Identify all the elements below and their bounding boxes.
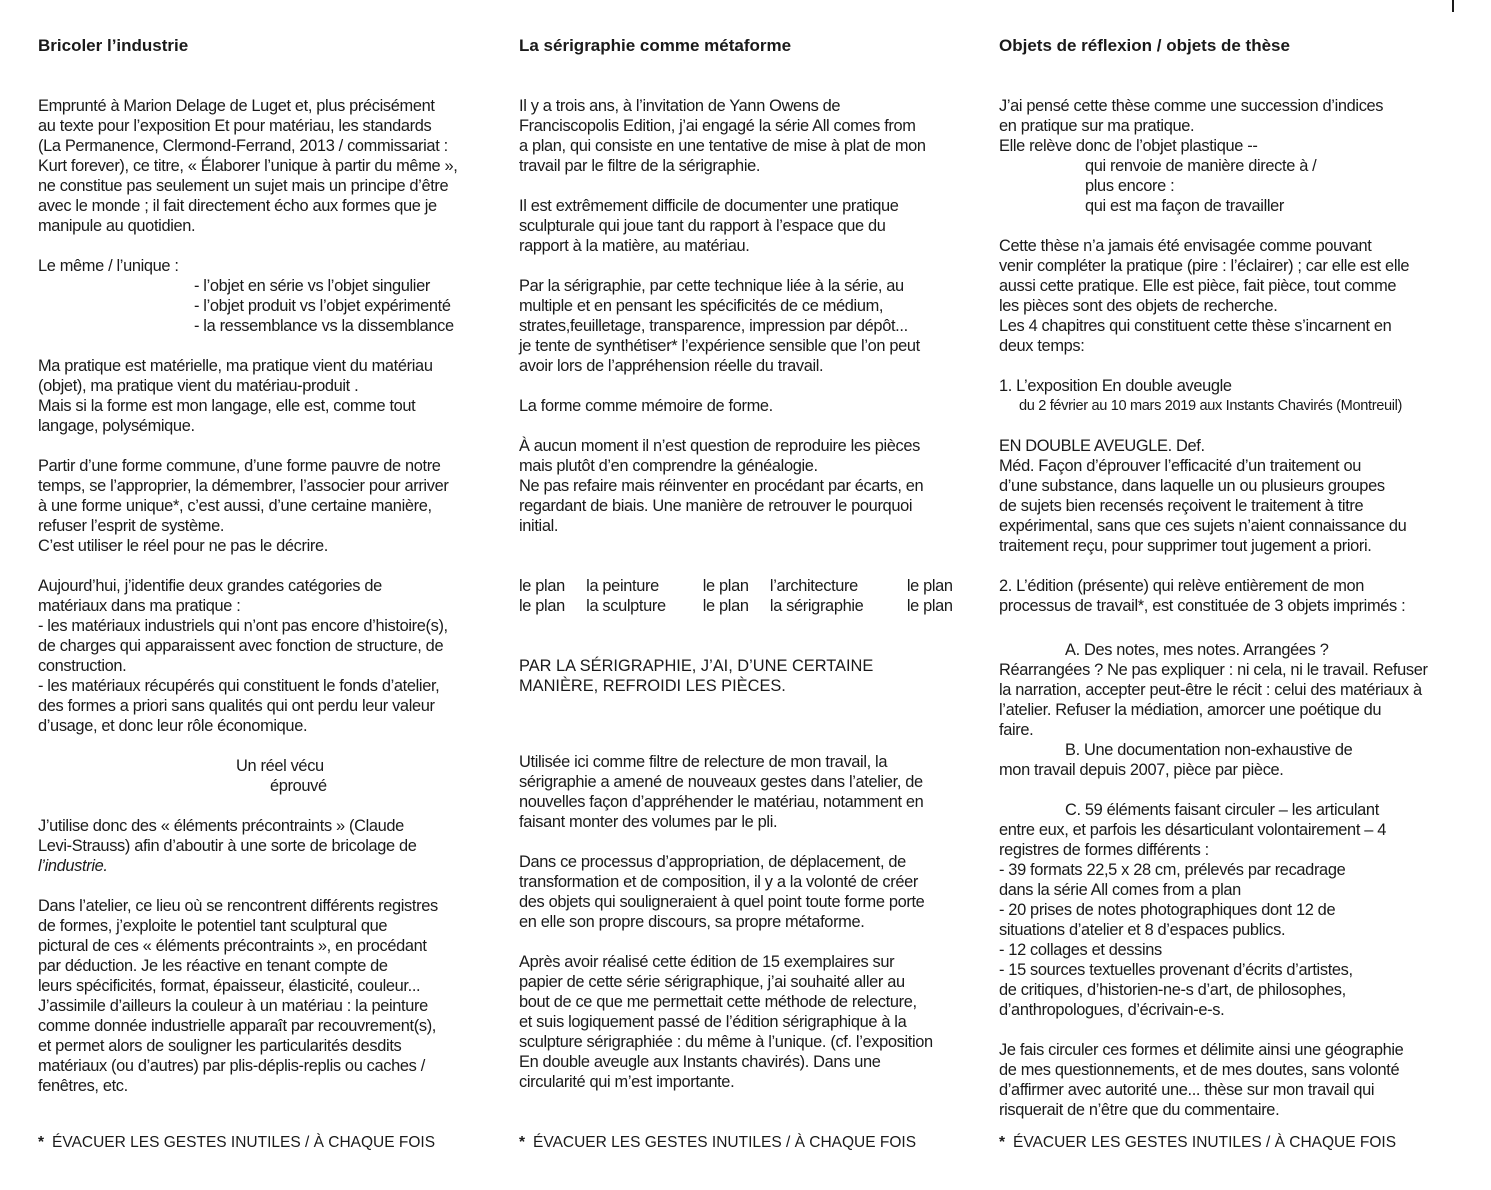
text-line: Levi-Strauss) afin d’aboutir à une sorte de bricolage de <box>38 837 417 855</box>
text-line: sculpture sérigraphiée : du même à l’unique. (cf. l’exposition <box>519 1033 933 1051</box>
paragraph <box>999 1040 1455 1120</box>
text-line: au texte pour l’exposition Et pour matériau, les standards <box>38 117 432 135</box>
text-line: PAR LA SÉRIGRAPHIE, J’AI, D’UNE CERTAINE <box>519 657 874 675</box>
caps-statement <box>519 656 974 696</box>
footnote-asterisk: * <box>999 1134 1006 1151</box>
text-line: - les matériaux industriels qui n’ont pas encore d’histoire(s), <box>38 617 448 635</box>
text-line: matériaux (ou d’autres) par plis-déplis-replis ou caches / <box>38 1057 425 1075</box>
text-line: Elle relève donc de l’objet plastique -- <box>999 137 1258 155</box>
text-line: par déduction. Je les réactive en tenant compte de <box>38 957 388 975</box>
text-line: expérimental, sans que ces sujets n’aient connaissance du <box>999 517 1407 535</box>
text-line: de formes, j’exploite le potentiel tant sculptural que <box>38 917 388 935</box>
text-line: À aucun moment il n’est question de reproduire les pièces <box>519 437 920 455</box>
text-line: B. Une documentation non-exhaustive de <box>1065 741 1353 759</box>
table-cell: la sérigraphie <box>769 597 864 615</box>
text-line: J’utilise donc des « éléments précontraints » (Claude <box>38 817 404 835</box>
text-line: de mes questionnements, et de mes doutes, sans volonté <box>999 1061 1400 1079</box>
text-line: Emprunté à Marion Delage de Luget et, plus précisément <box>38 97 435 115</box>
footnote <box>519 1133 916 1153</box>
text-line: la narration, accepter peut-être le récit : celui des matériaux à <box>999 681 1422 699</box>
text-line: multiple et en pensant les spécificités de ce médium, <box>519 297 884 315</box>
text-line: 1. L’exposition En double aveugle <box>999 377 1232 395</box>
text-line: plus encore : <box>1085 177 1175 195</box>
text-line: Je fais circuler ces formes et délimite ainsi une géographie <box>999 1041 1404 1059</box>
paragraph <box>519 96 974 176</box>
text-line: des objets qui souligneraient à quel point toute forme porte <box>519 893 925 911</box>
column-body <box>999 96 1455 1140</box>
list-item: - l’objet en série vs l’objet singulier <box>194 277 430 295</box>
text-line: 2. L’édition (présente) qui relève entièrement de mon <box>999 577 1365 595</box>
text-line: mon travail depuis 2007, pièce par pièce. <box>999 761 1284 779</box>
text-line: des formes a priori sans qualités qui ont perdu leur valeur <box>38 697 435 715</box>
text-line: dans la série All comes from a plan <box>999 881 1241 899</box>
footnote-text: ÉVACUER LES GESTES INUTILES / À CHAQUE FOIS <box>533 1134 917 1151</box>
paragraph <box>519 952 974 1092</box>
text-line: initial. <box>519 517 559 535</box>
text-line: - 39 formats 22,5 x 28 cm, prélevés par recadrage <box>999 861 1346 879</box>
column-title: Bricoler l’industrie <box>38 36 189 55</box>
text-line: d’une substance, dans laquelle un ou plusieurs groupes <box>999 477 1385 495</box>
text-line: traitement reçu, pour supprimer tout jugement a priori. <box>999 537 1372 555</box>
text-line: Partir d’une forme commune, d’une forme pauvre de notre <box>38 457 441 475</box>
text-line: construction. <box>38 657 127 675</box>
text-line: bout de ce que me permettait cette méthode de relecture, <box>519 993 917 1011</box>
subsection-c <box>999 800 1455 1020</box>
table-row <box>519 576 974 596</box>
paragraph <box>38 576 496 736</box>
text-line: à une forme unique*, c’est aussi, d’une certaine manière, <box>38 497 432 515</box>
text-line: travail par le filtre de la sérigraphie. <box>519 157 761 175</box>
text-line: Un réel vécu <box>236 757 324 775</box>
paragraph <box>519 752 974 832</box>
text-line: avec le monde ; il fait directement écho aux formes que je <box>38 197 437 215</box>
text-line: circularité qui m’est importante. <box>519 1073 735 1091</box>
text-line: l’industrie. <box>38 857 108 875</box>
table-cell: la peinture <box>586 577 659 595</box>
text-line: registres de formes différents : <box>999 841 1209 859</box>
paragraph <box>519 396 974 416</box>
column-title: Objets de réflexion / objets de thèse <box>999 36 1290 55</box>
text-line: Il est extrêmement difficile de documenter une pratique <box>519 197 899 215</box>
text-line: en elle son propre discours, sa propre métaforme. <box>519 913 865 931</box>
text-line: et suis logiquement passé de l’édition sérigraphique à la <box>519 1013 907 1031</box>
text-line: C. 59 éléments faisant circuler – les articulant <box>1065 801 1379 819</box>
plan-table <box>519 576 974 616</box>
text-line: pictural de ces « éléments précontraints », en procédant <box>38 937 427 955</box>
text-line: de sujets bien recensés reçoivent le traitement à titre <box>999 497 1364 515</box>
column-body <box>38 96 496 1116</box>
text-line: matériaux dans ma pratique : <box>38 597 241 615</box>
text-line: C’est utiliser le réel pour ne pas le décrire. <box>38 537 329 555</box>
centered-phrase <box>38 756 496 796</box>
footnote-text: ÉVACUER LES GESTES INUTILES / À CHAQUE FOIS <box>52 1134 436 1151</box>
text-line: Kurt forever), ce titre, « Élaborer l’unique à partir du même », <box>38 157 458 175</box>
table-cell: le plan <box>906 577 953 595</box>
text-line: Il y a trois ans, à l’invitation de Yann Owens de <box>519 97 841 115</box>
text-line: Après avoir réalisé cette édition de 15 exemplaires sur <box>519 953 895 971</box>
text-line: l’atelier. Refuser la médiation, amorcer une poétique du <box>999 701 1382 719</box>
paragraph <box>999 236 1455 356</box>
text-line: (objet), ma pratique vient du matériau-produit . <box>38 377 359 395</box>
text-line: qui renvoie de manière directe à / <box>1085 157 1317 175</box>
text-line: refuser l’esprit de système. <box>38 517 225 535</box>
text-line: situations d’atelier et 8 d’espaces publics. <box>999 921 1286 939</box>
text-line: La forme comme mémoire de forme. <box>519 397 773 415</box>
footnote-asterisk: * <box>38 1134 45 1151</box>
text-line: de critiques, d’historien-ne-s d’art, de philosophes, <box>999 981 1346 999</box>
text-line: Réarrangées ? Ne pas expliquer : ni cela, ni le travail. Refuser <box>999 661 1428 679</box>
paragraph <box>519 196 974 256</box>
text-line: d’anthropologues, d’écrivain-e-s. <box>999 1001 1225 1019</box>
text-line: Utilisée ici comme filtre de relecture de mon travail, la <box>519 753 888 771</box>
text-line: mais plutôt d’en comprendre la généalogie. <box>519 457 818 475</box>
text-line: éprouvé <box>270 777 327 795</box>
text-line: d’affirmer avec autorité une... thèse sur mon travail qui <box>999 1081 1375 1099</box>
text-line: sculpturale qui joue tant du rapport à l’espace que du <box>519 217 886 235</box>
text-line: de charges qui apparaissent avec fonction de structure, de <box>38 637 444 655</box>
plan-table-wrap <box>519 576 974 616</box>
text-line: manipule au quotidien. <box>38 217 196 235</box>
definition <box>999 436 1455 556</box>
paragraph <box>999 96 1455 216</box>
text-line: Méd. Façon d’éprouver l’efficacité d’un traitement ou <box>999 457 1361 475</box>
text-line: En double aveugle aux Instants chavirés). Dans une <box>519 1053 881 1071</box>
footnote <box>38 1133 435 1153</box>
text-line: deux temps: <box>999 337 1085 355</box>
text-line: - 12 collages et dessins <box>999 941 1162 959</box>
footnote-text: ÉVACUER LES GESTES INUTILES / À CHAQUE FOIS <box>1013 1134 1397 1151</box>
text-line: nouvelles façon d’appréhender le matériau, notamment en <box>519 793 924 811</box>
paragraph <box>38 96 496 236</box>
text-line: transformation et de composition, il y a la volonté de créer <box>519 873 918 891</box>
text-line: papier de cette série sérigraphique, j’ai souhaité aller au <box>519 973 905 991</box>
text-line: venir compléter la pratique (pire : l’éclairer) ; car elle est elle <box>999 257 1410 275</box>
text-line: faisant monter des volumes par le pli. <box>519 813 778 831</box>
chapter-2 <box>999 576 1455 616</box>
table-cell: le plan <box>519 597 565 615</box>
paragraph <box>519 852 974 932</box>
text-line: comme donnée industrielle apparaît par recouvrement(s), <box>38 1017 437 1035</box>
text-line: Le même / l’unique : <box>38 257 179 275</box>
text-line: sérigraphie a amené de nouveaux gestes dans l’atelier, de <box>519 773 923 791</box>
footnote <box>999 1133 1396 1153</box>
paragraph <box>519 436 974 536</box>
paragraph <box>38 456 496 556</box>
subsection-ab <box>999 640 1455 780</box>
text-line: MANIÈRE, REFROIDI LES PIÈCES. <box>519 677 786 695</box>
text-line: Aujourd’hui, j’identifie deux grandes catégories de <box>38 577 382 595</box>
table-cell: la sculpture <box>586 597 666 615</box>
column-body <box>519 96 974 1112</box>
text-line: Dans ce processus d’appropriation, de déplacement, de <box>519 853 906 871</box>
text-line: - les matériaux récupérés qui constituent le fonds d’atelier, <box>38 677 440 695</box>
text-line: en pratique sur ma pratique. <box>999 117 1195 135</box>
text-line: Ne pas refaire mais réinventer en procédant par écarts, en <box>519 477 924 495</box>
text-line: rapport à la matière, au matériau. <box>519 237 750 255</box>
table-cell: le plan <box>702 577 749 595</box>
chapter-1 <box>999 376 1455 416</box>
text-line: du 2 février au 10 mars 2019 aux Instants Chavirés (Montreuil) <box>1019 398 1403 414</box>
text-line: Les 4 chapitres qui constituent cette thèse s’incarnent en <box>999 317 1392 335</box>
paragraph-list <box>38 256 496 336</box>
list-item: - l’objet produit vs l’objet expérimenté <box>194 297 451 315</box>
text-line: Dans l’atelier, ce lieu où se rencontrent différents registres <box>38 897 438 915</box>
text-line: avoir lors de l’appréhension réelle du travail. <box>519 357 824 375</box>
text-line: leurs spécificités, format, épaisseur, élasticité, couleur... <box>38 977 421 995</box>
list-item: - la ressemblance vs la dissemblance <box>194 317 454 335</box>
text-line: Mais si la forme est mon langage, elle est, comme tout <box>38 397 416 415</box>
text-line: aussi cette pratique. Elle est pièce, fait pièce, tout comme <box>999 277 1397 295</box>
paragraph <box>38 896 496 1096</box>
text-line: fenêtres, etc. <box>38 1077 128 1095</box>
text-line: - 20 prises de notes photographiques dont 12 de <box>999 901 1336 919</box>
text-line: J’ai pensé cette thèse comme une succession d’indices <box>999 97 1384 115</box>
paragraph <box>38 816 496 876</box>
table-cell: l’architecture <box>769 577 858 595</box>
text-line: Par la sérigraphie, par cette technique liée à la série, au <box>519 277 904 295</box>
text-line: J’assimile d’ailleurs la couleur à un matériau : la peinture <box>38 997 428 1015</box>
paragraph <box>38 356 496 436</box>
column-title: La sérigraphie comme métaforme <box>519 36 792 55</box>
text-line: ne constitue pas seulement un sujet mais un principe d’être <box>38 177 449 195</box>
text-line: a plan, qui consiste en une tentative de mise à plat de mon <box>519 137 926 155</box>
text-line: et permet alors de souligner les particularités desdits <box>38 1037 402 1055</box>
text-line: d’usage, et donc leur rôle économique. <box>38 717 308 735</box>
text-line: EN DOUBLE AVEUGLE. Def. <box>999 437 1205 455</box>
footnote-asterisk: * <box>519 1134 526 1151</box>
table-cell: le plan <box>519 577 565 595</box>
text-line: langage, polysémique. <box>38 417 195 435</box>
text-line: - 15 sources textuelles provenant d’écrits d’artistes, <box>999 961 1353 979</box>
text-line: Franciscopolis Edition, j’ai engagé la série All comes from <box>519 117 916 135</box>
text-line: Ma pratique est matérielle, ma pratique vient du matériau <box>38 357 433 375</box>
text-line: qui est ma façon de travailler <box>1085 197 1285 215</box>
text-line: (La Permanence, Clermond-Ferrand, 2013 / commissariat : <box>38 137 448 155</box>
table-cell: le plan <box>906 597 953 615</box>
paragraph <box>519 276 974 376</box>
text-line: processus de travail*, est constituée de 3 objets imprimés : <box>999 597 1406 615</box>
text-line: entre eux, et parfois les désarticulant volontairement – 4 <box>999 821 1386 839</box>
text-line: les pièces sont des objets de recherche. <box>999 297 1278 315</box>
text-line: Cette thèse n’a jamais été envisagée comme pouvant <box>999 237 1372 255</box>
table-row <box>519 596 974 616</box>
table-cell: le plan <box>702 597 749 615</box>
page-edge-mark <box>1452 0 1454 12</box>
text-line: risquerait de n’être que du commentaire. <box>999 1101 1280 1119</box>
text-line: regardant de biais. Une manière de retrouver le pourquoi <box>519 497 913 515</box>
text-line: strates,feuilletage, transparence, impression par dépôt... <box>519 317 908 335</box>
text-line: faire. <box>999 721 1034 739</box>
text-line: A. Des notes, mes notes. Arrangées ? <box>1065 641 1329 659</box>
text-line: je tente de synthétiser* l’expérience sensible que l’on peut <box>519 337 920 355</box>
text-line: temps, se l’approprier, la démembrer, l’associer pour arriver <box>38 477 449 495</box>
